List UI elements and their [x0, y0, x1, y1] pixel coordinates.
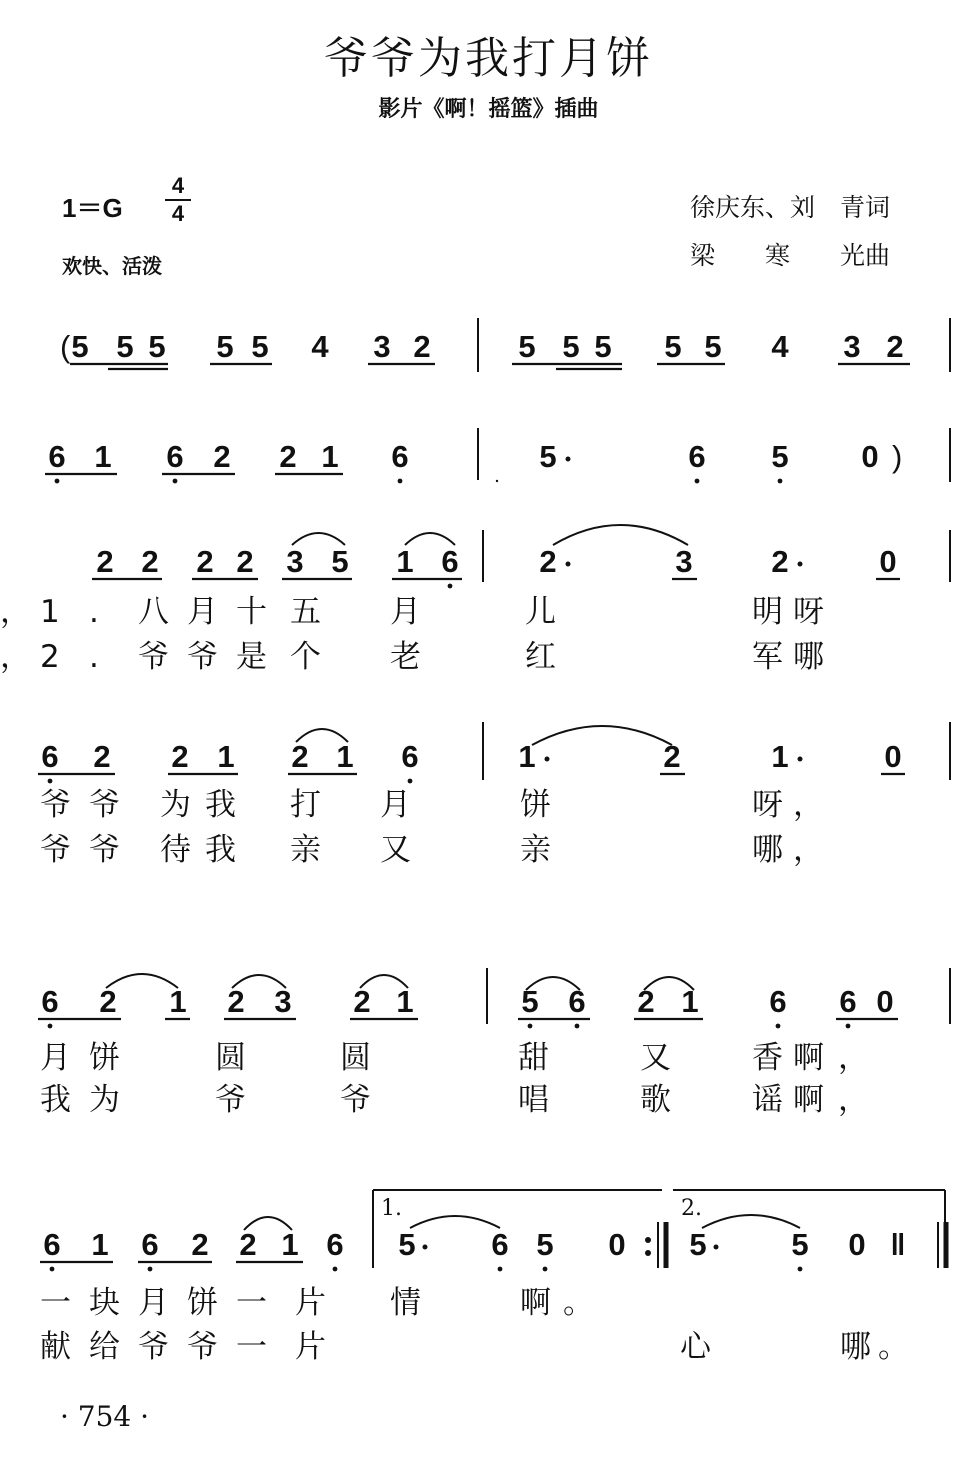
note: 5 [704, 329, 722, 364]
lyric-char: 亲 [290, 832, 321, 868]
lyric-char: 月 [138, 1285, 169, 1321]
octave-dot-below [448, 584, 453, 589]
song-subtitle: 影片《啊！摇篮》插曲 [378, 97, 599, 122]
note: 3 [274, 984, 292, 1019]
note: 5 [148, 329, 166, 364]
lyric-char: 唱 [518, 1082, 549, 1118]
note: 1 [336, 739, 354, 774]
note: 5 [398, 1227, 416, 1262]
note: 0 [879, 544, 897, 579]
lyric-char: 爷 [89, 787, 120, 823]
note: 3 [843, 329, 861, 364]
note: 6 [141, 1227, 159, 1262]
lyric-char: 2 [40, 639, 60, 675]
octave-dot-below [333, 1267, 338, 1272]
note: 0 [884, 739, 902, 774]
note: 6 [688, 439, 706, 474]
intro-close-paren: ) [892, 439, 903, 474]
lyric-char: 我 [40, 1082, 71, 1118]
note: 5 [71, 329, 89, 364]
lyric-char: 啊 [793, 1040, 824, 1076]
lyric-char: 块 [89, 1285, 120, 1321]
note: 0 [608, 1227, 626, 1262]
lyric-char: 军 [752, 639, 783, 675]
note: 6 [166, 439, 184, 474]
octave-dot-below [498, 1267, 503, 1272]
augmentation-dot [714, 1245, 719, 1250]
note: 6 [491, 1227, 509, 1262]
lyric-char: 呀 [752, 787, 783, 823]
repeat-dot [645, 1237, 651, 1243]
lyric-char: 爷 [138, 1329, 169, 1365]
note: 6 [769, 984, 787, 1019]
lyric-char: . [89, 594, 99, 630]
lyric-char: ， [0, 639, 31, 675]
lyric-char: 明 [752, 594, 783, 630]
volta-1-label: 1. [381, 1196, 402, 1221]
note: 2 [663, 739, 681, 774]
lyric-char: 。 [563, 1285, 594, 1321]
lyric-char: 又 [640, 1040, 671, 1076]
lyric-char: 儿 [525, 594, 556, 630]
time-signature-bottom: 4 [171, 201, 185, 226]
note: 6 [839, 984, 857, 1019]
note: 2 [227, 984, 245, 1019]
lyric-char: ， [0, 594, 31, 630]
note: 2 [279, 439, 297, 474]
lyric-char: 啊 [520, 1285, 551, 1321]
lyricist-credit-text: 徐庆东、刘 青词 [690, 193, 891, 222]
repeat-dot [645, 1250, 651, 1256]
note: 6 [48, 439, 66, 474]
note: 6 [391, 439, 409, 474]
note: 2 [171, 739, 189, 774]
augmentation-dot [566, 562, 571, 567]
lyric-char: 又 [380, 832, 411, 868]
note: 2 [236, 544, 254, 579]
lyric-char: 我 [205, 787, 236, 823]
note: 6 [568, 984, 586, 1019]
note: 1 [94, 439, 112, 474]
composer-credit-text: 梁 寒 光曲 [690, 241, 891, 270]
lyric-char: 为 [160, 787, 191, 823]
lyric-char: 圆 [340, 1040, 371, 1076]
octave-dot-below [846, 1024, 851, 1029]
note: ‖ [890, 1227, 906, 1262]
note: 2 [886, 329, 904, 364]
key-signature: 1＝G [62, 193, 123, 223]
page-number: · 754 · [60, 1400, 150, 1433]
print-speck [496, 480, 498, 482]
note: 1 [169, 984, 187, 1019]
note: 5 [251, 329, 269, 364]
note: 6 [326, 1227, 344, 1262]
octave-dot-below [543, 1267, 548, 1272]
octave-dot-below [776, 1024, 781, 1029]
note: 3 [373, 329, 391, 364]
slur-arc [410, 1216, 500, 1228]
octave-dot-below [55, 479, 60, 484]
octave-dot-below [778, 479, 783, 484]
note: 6 [441, 544, 459, 579]
lyric-char: 爷 [40, 787, 71, 823]
lyric-char: 呀 [793, 594, 824, 630]
note: 2 [191, 1227, 209, 1262]
lyric-char: 献 [40, 1329, 71, 1365]
note: 2 [196, 544, 214, 579]
note: 1 [396, 984, 414, 1019]
note: 5 [562, 329, 580, 364]
note: 5 [536, 1227, 554, 1262]
lyric-char: 十 [236, 594, 267, 630]
lyric-char: 片 [295, 1329, 326, 1365]
lyric-char: 爷 [138, 639, 169, 675]
lyric-char: 一 [236, 1285, 267, 1321]
song-title: 爷爷为我打月饼 [324, 33, 653, 84]
augmentation-dot [545, 757, 550, 762]
note: 1 [771, 739, 789, 774]
lyric-char: 饼 [187, 1285, 218, 1321]
lyric-char: 谣 [752, 1082, 783, 1118]
octave-dot-below [48, 1024, 53, 1029]
note: 6 [41, 984, 59, 1019]
lyric-char: 给 [89, 1329, 120, 1365]
note: 2 [413, 329, 431, 364]
note: 5 [216, 329, 234, 364]
lyric-char: 五 [290, 594, 321, 630]
note: 2 [353, 984, 371, 1019]
octave-dot-below [575, 1024, 580, 1029]
note: 2 [96, 544, 114, 579]
note: 0 [876, 984, 894, 1019]
slur-arc [553, 525, 688, 545]
note: 1 [91, 1227, 109, 1262]
lyric-char: 爷 [187, 639, 218, 675]
time-signature-top: 4 [171, 173, 185, 198]
note: 2 [239, 1227, 257, 1262]
note: 2 [771, 544, 789, 579]
lyric-char: 圆 [215, 1040, 246, 1076]
note: 1 [217, 739, 235, 774]
note: 5 [689, 1227, 707, 1262]
lyric-char: 老 [390, 639, 421, 675]
lyric-char: 爷 [215, 1082, 246, 1118]
note: 2 [637, 984, 655, 1019]
lyric-char: ， [793, 787, 824, 823]
note: 5 [116, 329, 134, 364]
note: 5 [331, 544, 349, 579]
note: 1 [518, 739, 536, 774]
lyric-char: 我 [205, 832, 236, 868]
lyric-char: 心 [680, 1329, 711, 1365]
note: 4 [771, 329, 789, 364]
lyric-char: 八 [138, 594, 169, 630]
lyric-char: 为 [89, 1082, 120, 1118]
lyric-char: 打 [290, 787, 321, 823]
lyric-char: 是 [236, 639, 267, 675]
lyric-char: 个 [290, 639, 321, 675]
lyric-char: 月 [390, 594, 421, 630]
octave-dot-below [528, 1024, 533, 1029]
lyric-char: 香 [752, 1040, 783, 1076]
lyric-char: 一 [40, 1285, 71, 1321]
lyric-char: 红 [525, 639, 556, 675]
octave-dot-below [408, 779, 413, 784]
note: 5 [791, 1227, 809, 1262]
lyric-char: 饼 [89, 1040, 120, 1076]
note: 5 [518, 329, 536, 364]
lyric-char: 爷 [40, 832, 71, 868]
lyric-char: 亲 [520, 832, 551, 868]
lyric-char: ， [838, 1040, 869, 1076]
tempo-marking: 欢快、活泼 [62, 254, 162, 278]
note: 1 [321, 439, 339, 474]
octave-dot-below [173, 479, 178, 484]
lyric-char: 哪 [752, 832, 783, 868]
note: 5 [664, 329, 682, 364]
lyric-char: 饼 [520, 787, 551, 823]
lyric-char: 。 [878, 1329, 909, 1365]
augmentation-dot [798, 757, 803, 762]
slur-arc [702, 1215, 800, 1228]
lyric-char: 月 [187, 594, 218, 630]
lyric-char: 1 [40, 594, 60, 630]
note: 2 [99, 984, 117, 1019]
lyric-char: 爷 [89, 832, 120, 868]
slur-arc [532, 726, 672, 745]
note: 1 [396, 544, 414, 579]
note: 6 [43, 1227, 61, 1262]
note: 2 [93, 739, 111, 774]
note: 0 [861, 439, 879, 474]
intro-open-paren: ( [60, 329, 71, 364]
note: 2 [539, 544, 557, 579]
note: 3 [675, 544, 693, 579]
note: 5 [594, 329, 612, 364]
augmentation-dot [798, 562, 803, 567]
note: 2 [213, 439, 231, 474]
note: 2 [291, 739, 309, 774]
octave-dot-below [398, 479, 403, 484]
lyric-char: 甜 [518, 1040, 549, 1076]
octave-dot-below [50, 1267, 55, 1272]
note: 1 [281, 1227, 299, 1262]
lyric-char: 哪 [793, 639, 824, 675]
lyric-char: 爷 [340, 1082, 371, 1118]
lyric-char: 歌 [640, 1082, 671, 1118]
lyric-char: 一 [236, 1329, 267, 1365]
lyric-char: 月 [40, 1040, 71, 1076]
octave-dot-below [798, 1267, 803, 1272]
octave-dot-below [148, 1267, 153, 1272]
note: 2 [141, 544, 159, 579]
note: 3 [286, 544, 304, 579]
lyric-char: 片 [295, 1285, 326, 1321]
note: 1 [681, 984, 699, 1019]
note: 4 [311, 329, 329, 364]
note: 6 [401, 739, 419, 774]
lyric-char: 哪 [840, 1329, 871, 1365]
note: 0 [848, 1227, 866, 1262]
augmentation-dot [566, 457, 571, 462]
augmentation-dot [423, 1245, 428, 1250]
lyric-char: 爷 [187, 1329, 218, 1365]
octave-dot-below [695, 479, 700, 484]
note: 5 [521, 984, 539, 1019]
lyric-char: 待 [160, 832, 191, 868]
note: 5 [539, 439, 557, 474]
lyric-char: 月 [380, 787, 411, 823]
lyric-char: 啊 [793, 1082, 824, 1118]
note: 6 [41, 739, 59, 774]
octave-dot-below [48, 779, 53, 784]
lyric-char: 情 [390, 1285, 421, 1321]
volta-2-label: 2. [681, 1196, 702, 1221]
lyric-char: . [89, 639, 99, 675]
slur-arc [106, 974, 178, 988]
lyric-char: ， [838, 1082, 869, 1118]
lyric-char: ， [793, 832, 824, 868]
note: 5 [771, 439, 789, 474]
